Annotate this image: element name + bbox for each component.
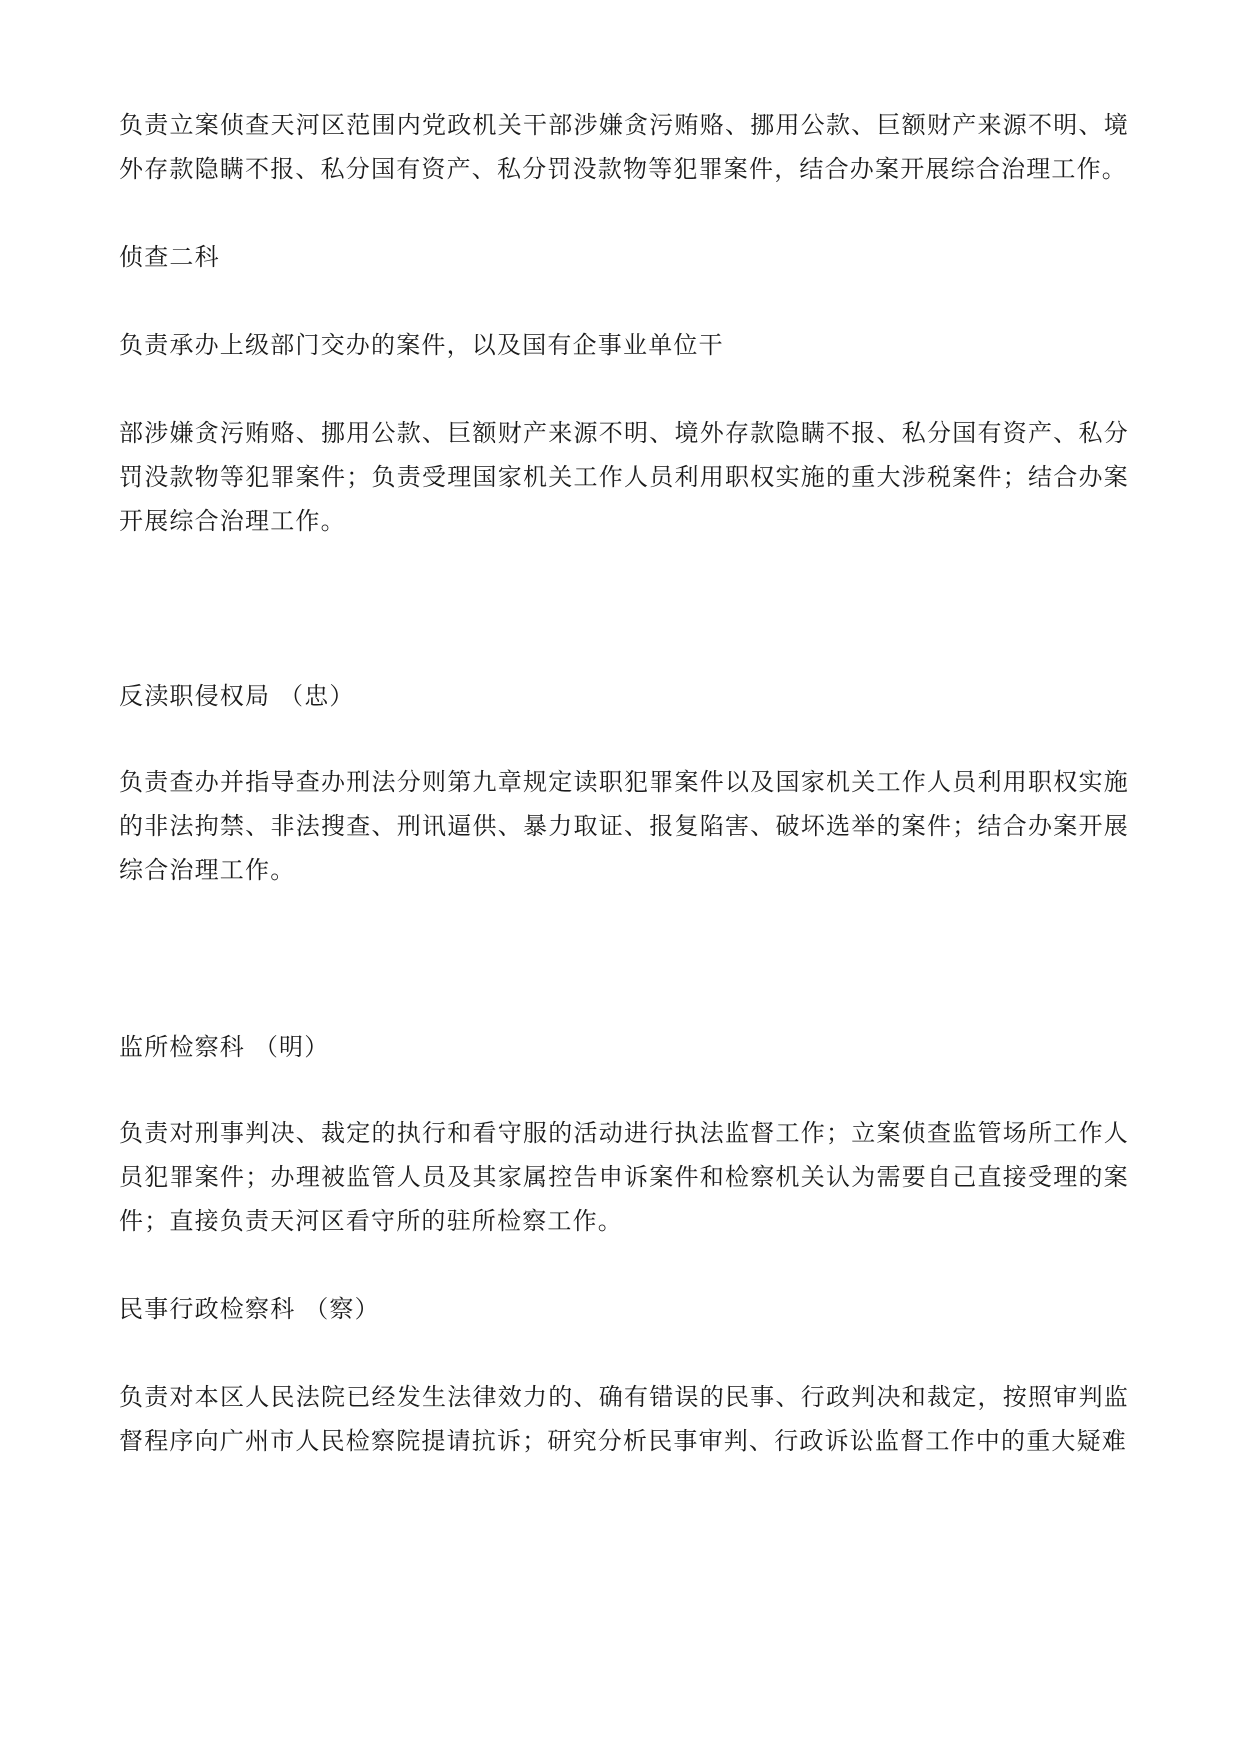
- paragraph-prison-procuratorate-duties: 负责对刑事判决、裁定的执行和看守服的活动进行执法监督工作；立案侦查监管场所工作人员犯罪案件；办理被监管人员及其家属控告申诉案件和检察机关认为需要自己直接受理的案件；直接负责天河区看守所的驻所检察工作。: [119, 1119, 1129, 1235]
- section-heading-civil-administrative: 民事行政检察科 （察）: [119, 1295, 380, 1323]
- section-heading-prison-procuratorate: 监所检察科 （明）: [119, 1033, 330, 1061]
- section-heading-investigation-2: 侦查二科: [119, 243, 220, 271]
- paragraph-civil-administrative-duties: 负责对本区人民法院已经发生法律效力的、确有错误的民事、行政判决和裁定，按照审判监督程序向广州市人民检察院提请抗诉；研究分析民事审判、行政诉讼监督工作中的重大疑难: [119, 1383, 1129, 1455]
- paragraph-investigation-scope: 负责立案侦查天河区范围内党政机关干部涉嫌贪污贿赂、挪用公款、巨额财产来源不明、境外存款隐瞒不报、私分国有资产、私分罚没款物等犯罪案件，结合办案开展综合治理工作。: [119, 111, 1129, 183]
- paragraph-investigation-2-intro: 负责承办上级部门交办的案件，以及国有企事业单位干: [119, 331, 724, 359]
- section-heading-anti-malfeasance: 反渎职侵权局 （忠）: [119, 682, 355, 710]
- paragraph-anti-malfeasance-duties: 负责查办并指导查办刑法分则第九章规定读职犯罪案件以及国家机关工作人员利用职权实施的非法拘禁、非法搜查、刑讯逼供、暴力取证、报复陷害、破坏选举的案件；结合办案开展综合治理工作。: [119, 768, 1129, 884]
- paragraph-investigation-2-duties: 部涉嫌贪污贿赂、挪用公款、巨额财产来源不明、境外存款隐瞒不报、私分国有资产、私分罚没款物等犯罪案件；负责受理国家机关工作人员利用职权实施的重大涉税案件；结合办案开展综合治理工作。: [119, 419, 1129, 535]
